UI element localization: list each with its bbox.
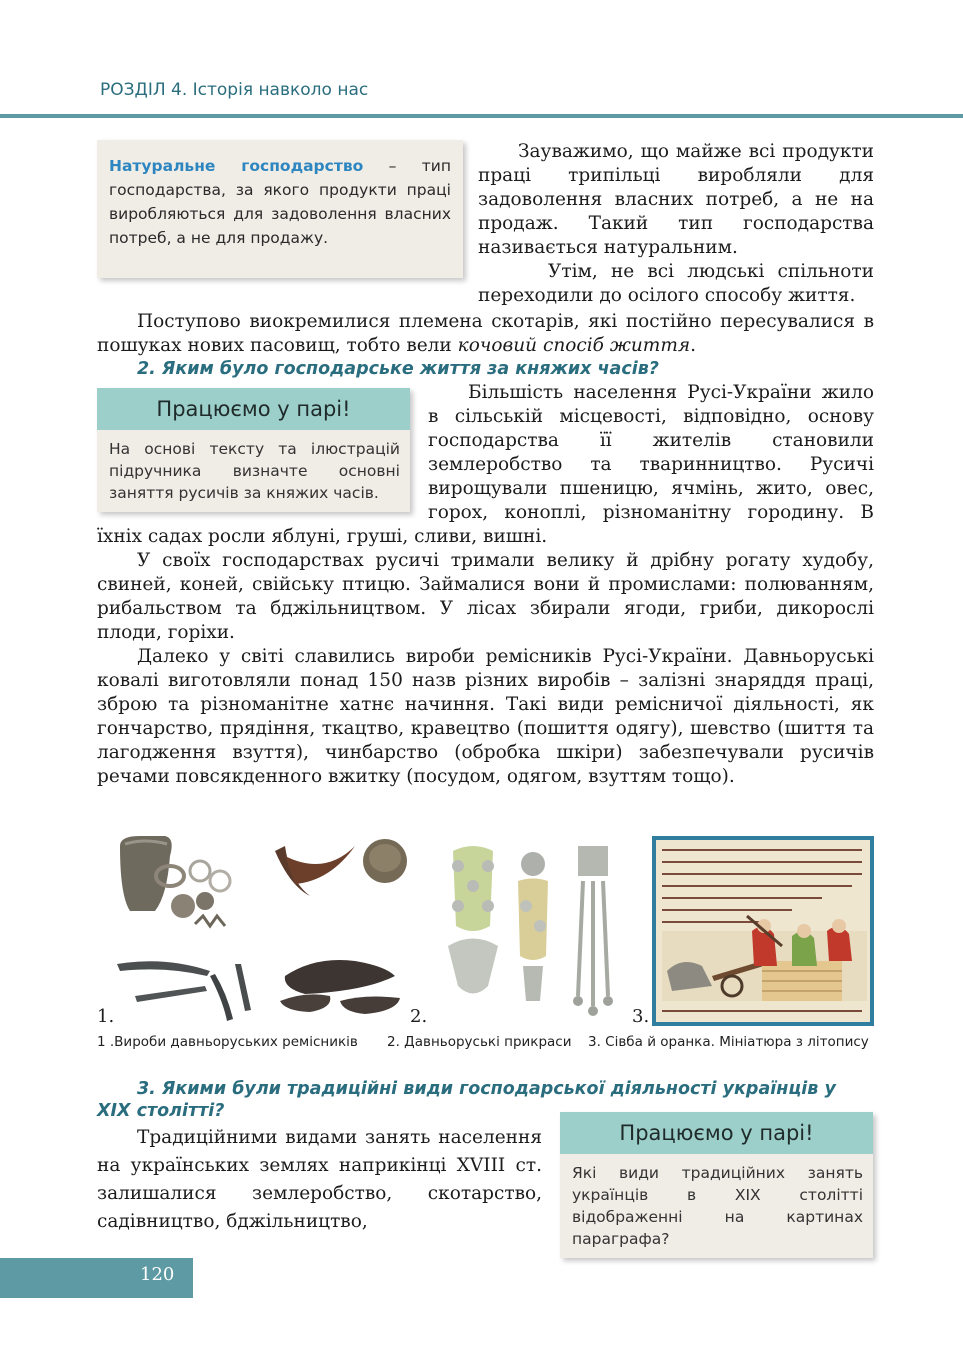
section-heading-2: 2. Яким було господарське життя за княжих часів? [137,359,659,379]
paragraph-1: Зауважимо, що майже всі продукти праці трипільці виробляли для задоволення власних потреб, а не на продаж. Такий тип господарства називається натуральним. [478,141,874,258]
paragraph-3-end: . [690,335,696,356]
paragraph-4-continued: їхніх садах росли яблуні, груші, сливи, вишні. [97,526,548,547]
pair-work-box-1 [97,388,410,512]
paragraph-6: Далеко у світі славились вироби ремісників Русі-України. Давньоруські ковалі виготовляли понад 150 назв різних виробів – залізні знаряддя праці, зброю та різноманітне хатнє начиння. Такі види ремісничої діяльності, як гончарство, прядіння, ткацтво, кравецтво (пошиття одягу), шевство (шиття та лагодження взуття), чинбарство (обробка шкіри) забезпечували русичів речами повсякденного вжитку (посудом, одягом, взуттям тощо). [97,646,874,787]
pair-work-text-1: На основі тексту та ілюстрацій підручника визначте основні заняття русичів за княжих часів. [97,430,410,512]
caption-2: 2. Давньоруські прикраси [387,1034,572,1050]
pair-work-title-1: Працюємо у парі! [97,388,410,430]
pair-work-title-2: Працюємо у парі! [560,1112,873,1154]
illustration-number-1: 1. [97,1006,115,1027]
paragraph-4: Більшість населення Русі-України жило в сільській місцевості, відповідно, основу господарства її жителів становили землеробство та тваринництво. Русичі вирощували пшеницю, ячмінь, жито, овес, горох, коноплі, різноманітну городину. В [428,382,874,523]
chronicle-miniature-illustration [652,836,874,1026]
paragraph-2: Утім, не всі людські спільноти переходили до осілого способу життя. [478,261,874,306]
jewelry-illustration [428,836,642,1021]
caption-3: 3. Сівба й оранка. Мініатюра з літопису [588,1034,869,1050]
definition-box [97,140,463,278]
paragraph-7: Традиційними видами занять населення на українських землях наприкінці XVIII ст. залишалися землеробство, скотарство, садівництво, бджільництво, [97,1127,542,1232]
section-header: РОЗДІЛ 4. Історія навколо нас [100,80,369,100]
definition-text: – тип господарства, за якого продукти праці виробляються для задоволення власних потреб, а не для продажу. [109,157,451,247]
paragraph-5: У своїх господарствах русичі тримали велику й дрібну рогату худобу, свиней, коней, свійську птицю. Займалися вони й промислами: полюванням, рибальством та бджільництвом. У лісах збирали ягоди, гриби, дикорослі плоди, горіхи. [97,550,874,643]
pair-work-text-2: Які види традиційних занять українців в XIX столітті відображенні на картинах параграфа? [560,1154,873,1258]
definition-term: Натуральне господарство [109,157,364,175]
caption-1: 1 .Вироби давньоруських ремісників [97,1034,358,1050]
craft-items-illustration [115,836,410,1021]
illustration-number-3: 3. [632,1006,650,1027]
pair-work-box-2 [560,1112,873,1258]
illustration-number-2: 2. [410,1006,428,1027]
paragraph-3 [97,310,874,358]
page-number: 120 [140,1264,175,1285]
section-heading-3: 3. Якими були традиційні види господарської діяльності українців у XIX столітті? [97,1079,836,1121]
header-divider [0,114,963,118]
nomadic-term: кочовий спосіб життя [457,335,691,356]
paragraph-3-text: Поступово виокремилися племена скотарів, які постійно пересувалися в пошуках нових пасовищ, тобто вели [97,311,874,356]
